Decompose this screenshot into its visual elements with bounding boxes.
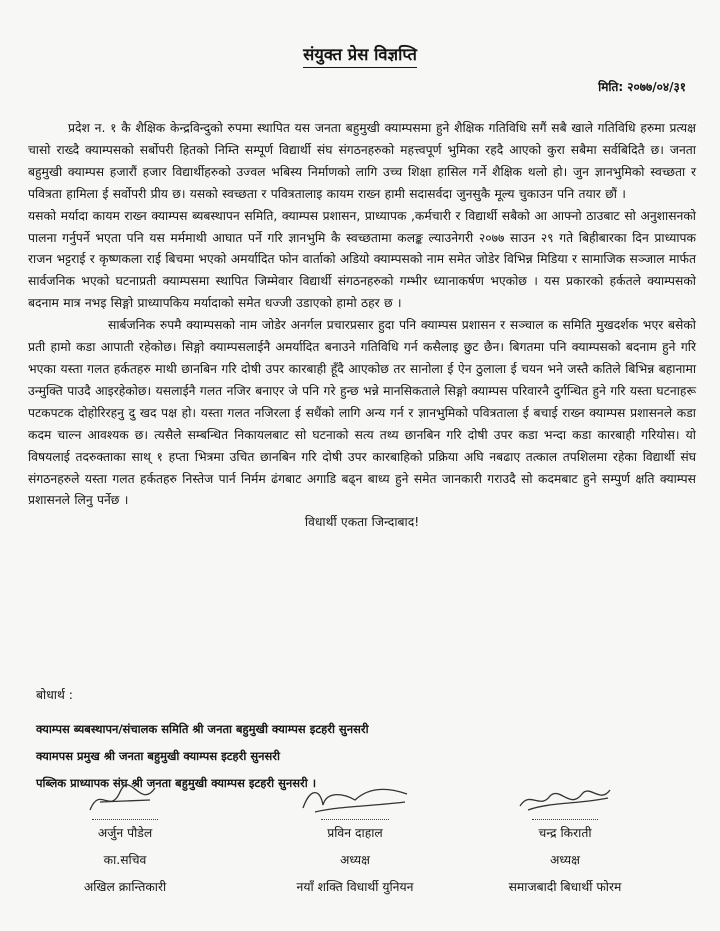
paragraph-2: यसको मर्यादा कायम राख्न क्याम्पस ब्यबस्थापन समिति, क्याम्पस प्रशासन, प्राध्यापक ,कर्मचारी र विद्यार्थी सबैको आ आफ्नो ठाउबाट सो अनुशासनको पालना गर्नुपर्ने भएता पनि यस मर्ममाथी आघात पर्ने गरि ज्ञानभुमि कै स्वच्छतामा कलङ्क ल्याउनेगरी २०७७ साउन २९ गते बिहीबारका दिन प्राध्यापक राजन भट्टराई र कृष्णकला राई बिचमा भएको अमर्यादित फोन वार्ताको अडियो क्याम्पसको नाम समेत जोडेर विभिन्न मिडिया र सामाजिक सञ्जाल मार्फत सार्वजनिक भएको घटनाप्रती क्याम्पसमा स्थापित जिम्मेवार विद्यार्थी संगठनहरुको गम्भीर ध्यानाकर्षण भएकोछ । यस प्रकारको हर्कतले क्याम्पसको बदनाम मात्र नभइ सिङ्गो प्राध्यापकिय मर्यादाको समेत धज्जी उडाएको हामो ठहर छ । (28, 208, 696, 311)
paragraph-3: सार्बजनिक रुपमै क्याम्पसको नाम जोडेर अनर्गल प्रचारप्रसार हुदा पनि क्याम्पस प्रशासन र सञ्चाल क समिति मुखदर्शक भएर बसेको प्रती हामो कडा आपाती रहेकोछ। सिङ्गो क्याम्पसलाईनै अमर्यादित बनाउने गतिविधि गर्न कसैलाइ छुट छैन। बिगतमा पनि क्याम्पसको बदनाम हुने गरि भएका यस्ता गलत हर्कतहरु माथी छानबिन गरि दोषी उपर कारबाही हूँदै आएकोछ तर सानोला ई ऐन ठुलाला ई चयन भने जस्तै कतिले बिभिन्न बहानामा उन्मुक्ति पाउदै आइरहेकोछ। यसलाईनै गलत नजिर बनाएर जे पनि गरे हुन्छ भन्ने मानसिकताले सिङ्गो क्याम्पस परिवारनै दुर्गन्धित हुने गरि यस्ता घटनाहरू पटकपटक दोहोरिरहनु दु खद पक्ष हो। यस्ता गलत नजिरला ई सधैंको लागि अन्य गर्न र ज्ञानभुमिको पवित्रताला ई बचाई राख्न क्याम्पस प्रशासनले कडा कदम चाल्न आवश्यक छ। त्यसैले सम्बन्धित निकायलबाट सो घटनाको सत्य तथ्य छानबिन गरि दोषी उपर कडा भन्दा कडा कारबाही गरियोस। यो विषयलाई तदरुक्ताका साथ् १ हप्ता भित्रमा उचित छानबिन गरि दोषी उपर कारबाहिको प्रक्रिया अघि नबढाए तत्काल तपशिलमा रहेका विद्यार्थी संघ संगठनहरुले यस्ता गलत हर्कतहरु निस्तेज पार्न निर्मम ढंगबाट अगाडि बढ्न बाध्य हुने समेत जानकारी गराउदै सो कदमबाट हुने सम्पुर्ण क्षति क्याम्पस प्रशासनले लिनु पर्नेछ । (28, 318, 696, 508)
signatory-role: अध्यक्ष (340, 853, 370, 867)
signature-block-3 (460, 780, 670, 901)
signatory-name: चन्द्र किराती (532, 819, 597, 847)
signatory-name: अर्जुन पौडेल (92, 819, 158, 847)
signatory-org: अखिल क्रान्तिकारी (83, 880, 167, 894)
cc-item: क्यामपस प्रमुख श्री जनता बहुमुखी क्याम्पस इटहरी सुनसरी (36, 749, 280, 763)
handwritten-signature-2 (295, 780, 415, 820)
paragraph-1: प्रदेश न. १ कै शैक्षिक केन्द्रविन्दुको रुपमा स्थापित यस जनता बहुमुखी क्याम्पसमा हुने शैक्षिक गतिविधि सगैं सबै खाले गतिविधि हरुमा प्रत्यक्ष चासो राख्दै क्याम्पसको सर्बोपरी हितको निम्ति सम्पूर्ण विद्यार्थी संघ संगठनहरुको महत्त्वपूर्ण भुमिका रहदै आएको कुरा सबैमा सर्वबिदितै छ। जनता बहुमुखी क्याम्पस हजारौं हजार विद्यार्थीहरुको उज्वल भबिस्य निर्माणको लागि उच्च शिक्षा हासिल गर्ने शैक्षिक थलो हो। जुन ज्ञानभुमिको स्वच्छता र पवित्रता हामिला ई सर्वोपरी प्रीय छ। यसको स्वच्छता र पवित्रतालाइ कायम राख्न हामी सदासर्वदा जुनसुकै मूल्य चुकाउन पनि तयार छौं । (28, 121, 696, 201)
release-body (28, 118, 696, 534)
press-release-title (0, 42, 720, 65)
slogan: विधार्थी एकता जिन्दाबाद! (304, 515, 420, 530)
signatory-name: प्रविन दाहाल (321, 819, 389, 847)
release-date: मिति: २०७७/०४/३१ (598, 80, 686, 94)
signatory-role: अध्यक्ष (550, 853, 580, 867)
cc-label: बोधार्थ : (36, 688, 73, 702)
signature-block-2 (250, 780, 460, 901)
title-text: संयुक्त प्रेस विज्ञप्ति (303, 45, 417, 68)
signatory-role: का.सचिव (103, 853, 147, 867)
handwritten-signature-1 (80, 780, 170, 820)
cc-item: पब्लिक प्राध्यापक संघ श्री जनता बहुमुखी क्याम्पस इटहरी सुनसरी । (36, 776, 317, 790)
cc-item: क्याम्पस ब्यबस्थापन/संचालक समिति श्री जनता बहुमुखी क्याम्पस इटहरी सुनसरी (36, 722, 369, 736)
signature-block-1 (20, 780, 230, 901)
signatory-org: नयाँ शक्ति विधार्थी युनियन (296, 880, 414, 894)
handwritten-signature-3 (510, 780, 620, 820)
signatory-org: समाजबादी बिधार्थी फोरम (508, 880, 622, 894)
